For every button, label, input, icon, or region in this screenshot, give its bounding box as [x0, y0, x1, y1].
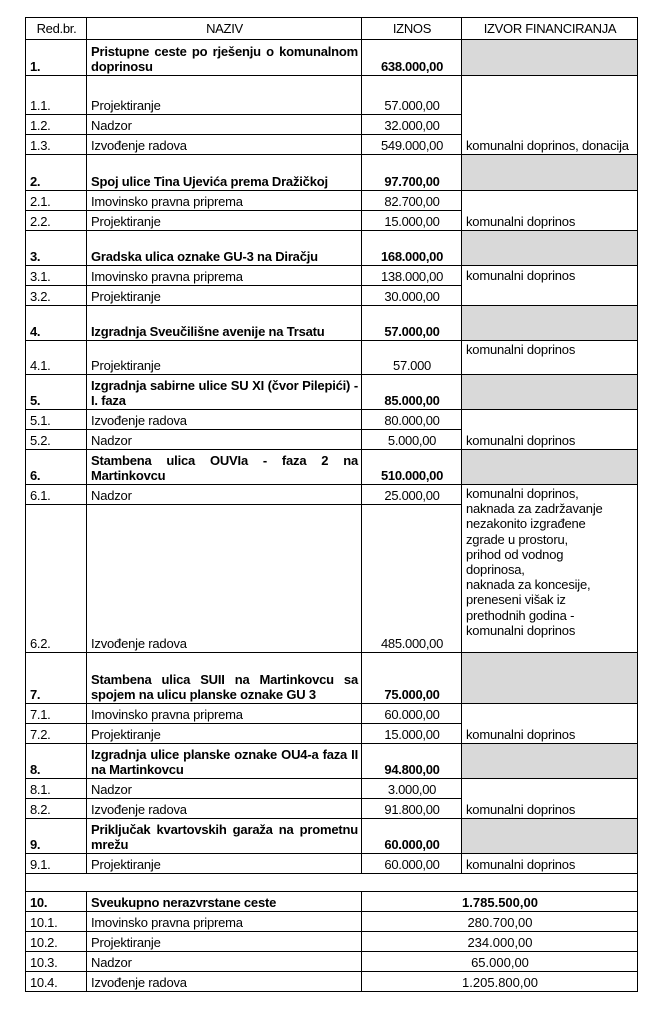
row-number: 7.1.: [26, 704, 87, 724]
row-number: 6.: [26, 450, 87, 485]
table-row: [26, 932, 638, 952]
row-name: Imovinsko pravna priprema: [87, 704, 362, 724]
header-no: Red.br.: [26, 18, 87, 40]
row-amount: 168.000,00: [362, 231, 462, 266]
table-row: [26, 704, 638, 724]
row-amount: 32.000,00: [362, 115, 462, 135]
row-amount: 80.000,00: [362, 410, 462, 430]
row-name: Nadzor: [87, 952, 362, 972]
row-name: Izgradnja Sveučilišne avenije na Trsatu: [87, 306, 362, 341]
row-name: Stambena ulica OUVIa - faza 2 na Martinkovcu: [87, 450, 362, 485]
row-amount: 549.000,00: [362, 135, 462, 155]
row-amount: 30.000,00: [362, 286, 462, 306]
row-source-empty: [462, 653, 638, 704]
table-row: [26, 779, 638, 799]
row-source: komunalni doprinos: [462, 410, 638, 450]
row-amount: 57.000,00: [362, 76, 462, 115]
budget-table: [25, 17, 638, 992]
row-number: 7.: [26, 653, 87, 704]
row-amount: 1.205.800,00: [362, 972, 638, 992]
row-number: 10.1.: [26, 912, 87, 932]
row-name: Spoj ulice Tina Ujevića prema Dražičkoj: [87, 155, 362, 191]
row-number: 4.: [26, 306, 87, 341]
row-name: Gradska ulica oznake GU-3 na Diračju: [87, 231, 362, 266]
row-source: komunalni doprinos: [462, 191, 638, 231]
row-name: Nadzor: [87, 115, 362, 135]
blank-row: [26, 874, 638, 892]
row-name: Projektiranje: [87, 211, 362, 231]
row-name: Sveukupno nerazvrstane ceste: [87, 892, 362, 912]
row-number: 1.: [26, 40, 87, 76]
row-number: 1.2.: [26, 115, 87, 135]
source-line: preneseni višak iz: [466, 592, 566, 608]
table-row: [26, 341, 638, 375]
row-number: 3.: [26, 231, 87, 266]
table-row-group: [26, 744, 638, 779]
row-name: Izvođenje radova: [87, 135, 362, 155]
row-number: 9.: [26, 819, 87, 854]
row-number: 4.1.: [26, 341, 87, 375]
row-amount: 25.000,00: [362, 485, 462, 505]
row-name: Izgradnja sabirne ulice SU XI (čvor Pilepići) - I. faza: [87, 375, 362, 410]
row-amount: 91.800,00: [362, 799, 462, 819]
row-name: Projektiranje: [87, 932, 362, 952]
row-source: komunalni doprinos: [462, 704, 638, 744]
source-line: zgrade u prostoru,: [466, 531, 568, 547]
row-number: 8.1.: [26, 779, 87, 799]
header-source: IZVOR FINANCIRANJA: [462, 18, 638, 40]
row-source-empty: [462, 306, 638, 341]
row-name: Izvođenje radova: [87, 410, 362, 430]
source-line: naknada za koncesije,: [466, 577, 591, 593]
row-amount: 82.700,00: [362, 191, 462, 211]
row-name: Imovinsko pravna priprema: [87, 266, 362, 286]
row-amount: 60.000,00: [362, 854, 462, 874]
table-row-group: [26, 450, 638, 485]
stray-border-mark: [637, 264, 638, 280]
row-source: komunalni doprinos: [462, 341, 638, 375]
source-line: komunalni doprinos,: [466, 486, 579, 501]
row-name: Nadzor: [87, 485, 362, 505]
row-number: 6.1.: [26, 485, 87, 505]
table-row: [26, 485, 638, 505]
table-row-group: [26, 155, 638, 191]
row-name: Projektiranje: [87, 854, 362, 874]
row-number: 6.2.: [26, 505, 87, 653]
row-amount: 138.000,00: [362, 266, 462, 286]
row-amount: 510.000,00: [362, 450, 462, 485]
row-number: 7.2.: [26, 724, 87, 744]
row-source-empty: [462, 231, 638, 266]
row-amount: 94.800,00: [362, 744, 462, 779]
row-source-empty: [462, 744, 638, 779]
row-amount: 60.000,00: [362, 704, 462, 724]
row-source-empty: [462, 819, 638, 854]
row-number: 8.2.: [26, 799, 87, 819]
row-name: Izvođenje radova: [87, 799, 362, 819]
row-name: Projektiranje: [87, 76, 362, 115]
row-source: komunalni doprinos: [462, 266, 638, 306]
row-amount: 75.000,00: [362, 653, 462, 704]
table-row-group: [26, 653, 638, 704]
row-amount: 1.785.500,00: [362, 892, 638, 912]
row-number: 10.4.: [26, 972, 87, 992]
row-source: komunalni doprinos: [462, 854, 638, 874]
row-number: 3.1.: [26, 266, 87, 286]
header-name: NAZIV: [87, 18, 362, 40]
row-name: Priključak kvartovskih garaža na prometnu mrežu: [87, 819, 362, 854]
table-row-group: [26, 375, 638, 410]
row-amount: 60.000,00: [362, 819, 462, 854]
source-line: prethodnih godina -: [466, 607, 575, 623]
row-number: 2.2.: [26, 211, 87, 231]
row-name: Stambena ulica SUII na Martinkovcu sa spojem na ulicu planske oznake GU 3: [87, 653, 362, 704]
row-source-empty: [462, 155, 638, 191]
row-number: 1.1.: [26, 76, 87, 115]
table-row-group: [26, 306, 638, 341]
row-name: Imovinsko pravna priprema: [87, 912, 362, 932]
row-source: [462, 485, 638, 653]
row-number: 10.: [26, 892, 87, 912]
row-number: 8.: [26, 744, 87, 779]
row-source-empty: [462, 40, 638, 76]
source-line: naknada za zadržavanje: [466, 501, 603, 517]
row-name: Projektiranje: [87, 724, 362, 744]
source-line: nezakonito izgrađene: [466, 516, 586, 532]
row-amount: 280.700,00: [362, 912, 638, 932]
row-amount: 15.000,00: [362, 724, 462, 744]
source-line: prihod od vodnog: [466, 546, 564, 562]
row-name: Imovinsko pravna priprema: [87, 191, 362, 211]
row-name: Izvođenje radova: [87, 972, 362, 992]
row-name: Nadzor: [87, 430, 362, 450]
row-name: Pristupne ceste po rješenju o komunalnom doprinosu: [87, 40, 362, 76]
row-amount: 57.000,00: [362, 306, 462, 341]
row-amount: 234.000,00: [362, 932, 638, 952]
row-amount: 85.000,00: [362, 375, 462, 410]
row-amount: 97.700,00: [362, 155, 462, 191]
table-row: [26, 952, 638, 972]
row-source: komunalni doprinos: [462, 779, 638, 819]
row-name: Nadzor: [87, 779, 362, 799]
row-number: 10.2.: [26, 932, 87, 952]
row-source-empty: [462, 375, 638, 410]
source-line: komunalni doprinos: [466, 622, 576, 638]
source-line: doprinosa,: [466, 562, 525, 578]
table-row: [26, 266, 638, 286]
table-row-group: [26, 40, 638, 76]
row-name: Izgradnja ulice planske oznake OU4-a faza II na Martinkovcu: [87, 744, 362, 779]
row-name: Projektiranje: [87, 286, 362, 306]
row-amount: 638.000,00: [362, 40, 462, 76]
table-row: [26, 972, 638, 992]
row-amount: 485.000,00: [362, 505, 462, 653]
table-header-row: [26, 18, 638, 40]
row-number: 1.3.: [26, 135, 87, 155]
row-amount: 5.000,00: [362, 430, 462, 450]
row-number: 5.2.: [26, 430, 87, 450]
table-row: [26, 912, 638, 932]
row-name: Izvođenje radova: [87, 505, 362, 653]
row-amount: 65.000,00: [362, 952, 638, 972]
row-number: 2.1.: [26, 191, 87, 211]
table-row: [26, 76, 638, 115]
row-number: 5.1.: [26, 410, 87, 430]
row-number: 5.: [26, 375, 87, 410]
table-row-group: [26, 231, 638, 266]
row-source-empty: [462, 450, 638, 485]
row-name: Projektiranje: [87, 341, 362, 375]
blank-cell: [26, 874, 638, 892]
row-amount: 15.000,00: [362, 211, 462, 231]
row-number: 9.1.: [26, 854, 87, 874]
table-row: [26, 410, 638, 430]
table-row-group: [26, 819, 638, 854]
row-source: komunalni doprinos, donacija: [462, 76, 638, 155]
row-amount: 57.000: [362, 341, 462, 375]
header-amount: IZNOS: [362, 18, 462, 40]
table-row: [26, 191, 638, 211]
row-number: 2.: [26, 155, 87, 191]
row-amount: 3.000,00: [362, 779, 462, 799]
row-number: 3.2.: [26, 286, 87, 306]
table-row-total: [26, 892, 638, 912]
row-number: 10.3.: [26, 952, 87, 972]
table-row: [26, 854, 638, 874]
